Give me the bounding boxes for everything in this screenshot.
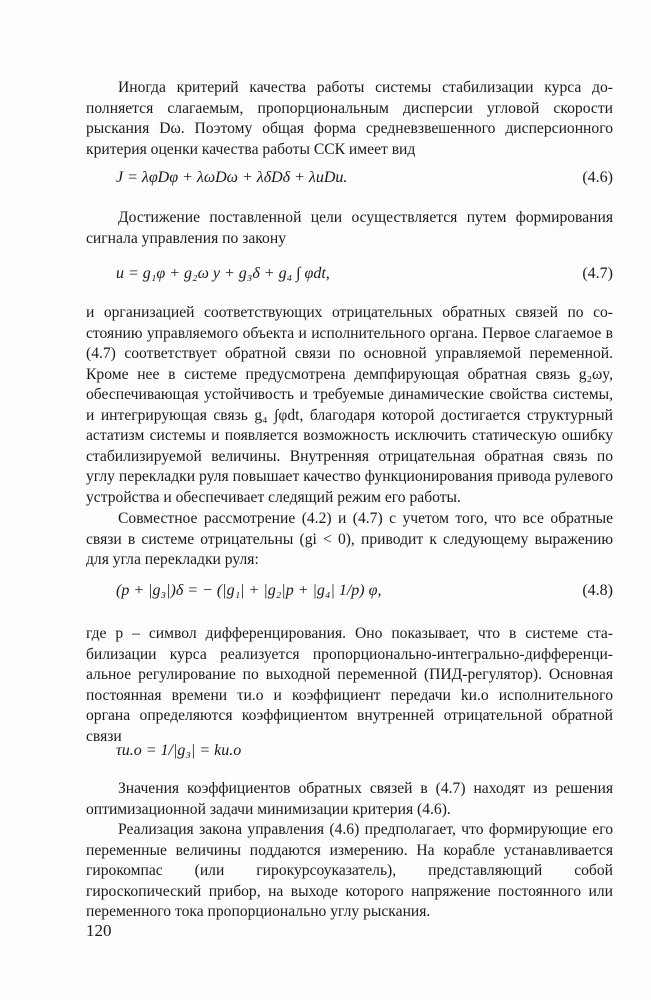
equation-body: u = g₁φ + g₂ω y + g₃δ + g₄ ∫ φdt,: [116, 265, 330, 282]
paragraph-text: Совместное рассмотрение (4.2) и (4.7) с учетом того, что все обратные связи в системе отрицательны (gi < 0), приводит к следующему выражению для угла перекладки руля:: [86, 510, 613, 568]
paragraph-implementation: [86, 820, 613, 923]
paragraph-goal: [86, 208, 613, 249]
equation-4-6: [116, 166, 613, 190]
equation-number: (4.8): [582, 582, 613, 599]
equation-4-7: [116, 262, 613, 286]
paragraph-combined: [86, 509, 613, 571]
page-number: 120: [86, 921, 112, 940]
paragraph-coefficients: [86, 779, 613, 820]
equation-body: (p + |g₃|)δ = − (|g₁| + |g₂|p + |g₄| 1/p) φ,: [116, 582, 382, 599]
paragraph-pid: [86, 624, 613, 747]
equation-body: τи.о = 1/|g₃| = kи.о: [116, 742, 242, 759]
equation-time-constant: [116, 739, 613, 763]
paragraph-text: Реализация закона управления (4.6) предполагает, что формирующие его переменные величины поддаются измерению. На корабле устанавливается гирокомпас (или гирокурсоуказатель), представляющий собой гироскопический прибор, на выходе которого напряжение постоянного или переменного тока пропорционально углу рыскания.: [86, 821, 613, 920]
paragraph-intro: [86, 78, 613, 160]
paragraph-text: Достижение поставленной цели осуществляется путем формирования сигнала управления по закону: [86, 209, 613, 247]
paragraph-text: Иногда критерий качества работы системы стабилизации курса дополняется слагаемым, пропорциональным дисперсии угловой скорости рыскания Dω. Поэтому общая форма средневзвешенного дисперсионного критерия оценки качества работы ССК имеет вид: [86, 79, 613, 158]
equation-number: (4.6): [582, 169, 613, 186]
equation-body: J = λφDφ + λωDω + λδDδ + λuDu.: [116, 169, 348, 186]
equation-4-8: [116, 579, 613, 603]
paragraph-feedback: [86, 303, 613, 508]
paragraph-text: где p – символ дифференцирования. Оно показывает, что в системе стабилизации курса реализуется пропорционально-интегрально-дифференциальное регулирование по выходной переменной (ПИД-регулятор). Основная постоянная времени τи.о и коэффициент передачи kи.о исполнительного органа определяются коэффициентом внутренней отрицательной обратной связи: [86, 625, 613, 745]
equation-number: (4.7): [582, 265, 613, 282]
paragraph-text: Значения коэффициентов обратных связей в (4.7) находят из решения оптимизационной задачи минимизации критерия (4.6).: [86, 780, 613, 818]
paragraph-text: и организацией соответствующих отрицательных обратных связей по состоянию управляемого объекта и исполнительного органа. Первое слагаемое в (4.7) соответствует обратной связи по основной управляемой переменной. Кроме нее в системе предусмотрена демпфирующая обратная связь g₂ωy, обеспечивающая устойчивость и требуемые динамические свойства системы, и интегрирующая связь g₄ ∫φdt, благодаря которой достигается структурный астатизм системы и появляется возможность исключить статическую ошибку стабилизируемой величины. Внутренняя отрицательная обратная связь по углу перекладки руля повышает качество функционирования привода рулевого устройства и обеспечивает следящий режим его работы.: [86, 304, 613, 506]
